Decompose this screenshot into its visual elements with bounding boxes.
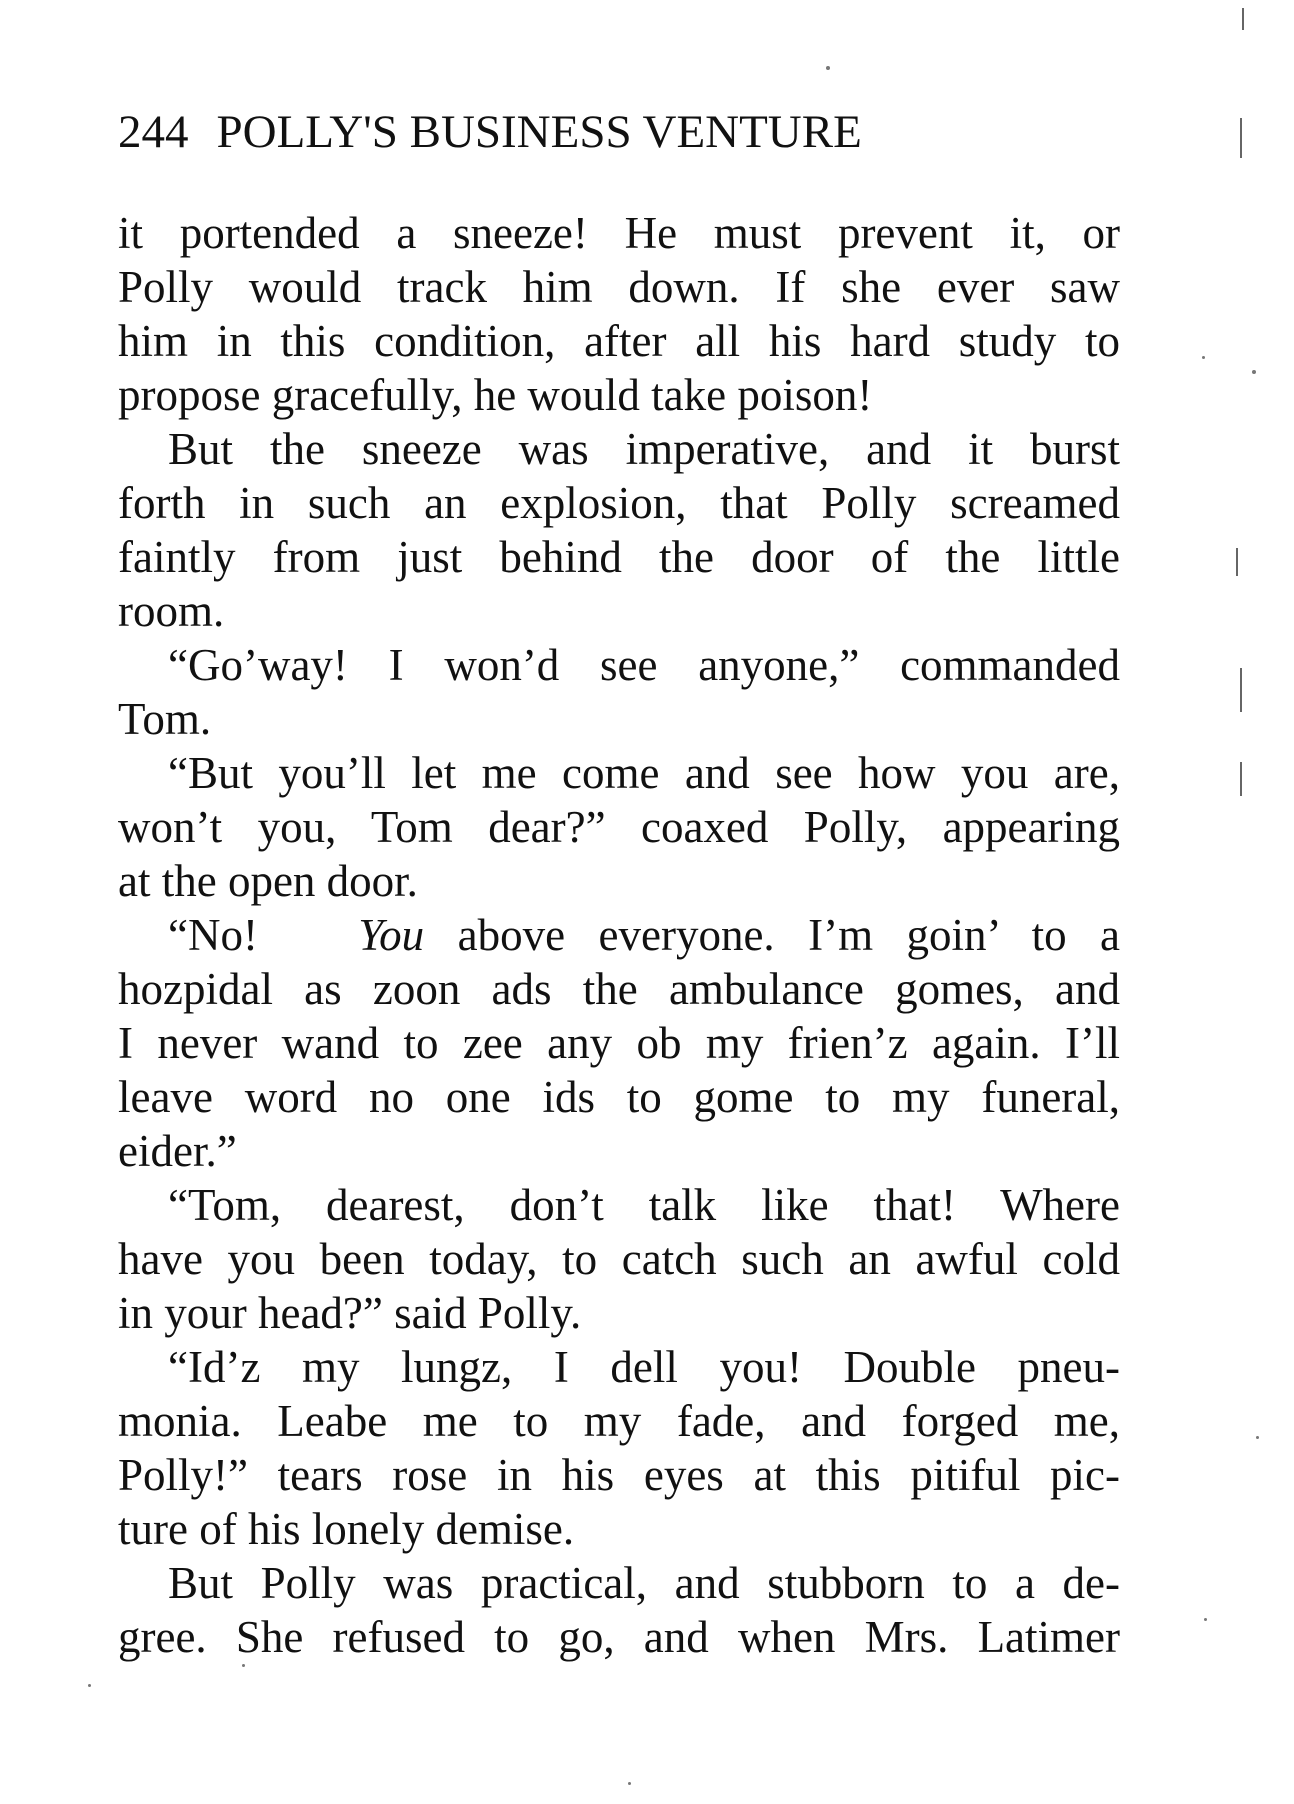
text-line: faintly from just behind the door of the little bbox=[118, 532, 1120, 582]
line-rest: above everyone. I’m goin’ to a bbox=[457, 910, 1121, 960]
italic-word: You bbox=[358, 910, 425, 960]
text-line: ture of his lonely demise. bbox=[118, 1504, 575, 1554]
running-title: POLLY'S BUSINESS VENTURE bbox=[216, 106, 862, 158]
text-line: have you been today, to catch such an awful cold bbox=[118, 1234, 1120, 1284]
text-line: at the open door. bbox=[118, 856, 418, 906]
text-line-with-italic bbox=[118, 908, 1120, 962]
text-line: But Polly was practical, and stubborn to a de- bbox=[168, 1558, 1120, 1608]
scan-speck bbox=[826, 66, 830, 70]
text-line: monia. Leabe me to my fade, and forged me, bbox=[118, 1396, 1120, 1446]
scan-speck bbox=[628, 1782, 631, 1785]
text-line: “But you’ll let me come and see how you are, bbox=[168, 748, 1120, 798]
text-line: I never wand to zee any ob my frien’z again. I’ll bbox=[118, 1018, 1120, 1068]
scan-speck bbox=[1252, 370, 1256, 374]
scan-artifact bbox=[1240, 668, 1242, 712]
scan-artifact bbox=[1242, 8, 1244, 30]
scan-speck bbox=[242, 1664, 245, 1667]
text-line: hozpidal as zoon ads the ambulance gomes, and bbox=[118, 964, 1120, 1014]
text-line: won’t you, Tom dear?” coaxed Polly, appearing bbox=[118, 802, 1120, 852]
text-line: Polly!” tears rose in his eyes at this pitiful pic- bbox=[118, 1450, 1120, 1500]
scan-speck bbox=[88, 1684, 91, 1687]
scan-artifact bbox=[1240, 118, 1242, 158]
text-line: “Tom, dearest, don’t talk like that! Where bbox=[168, 1180, 1120, 1230]
scan-speck bbox=[1256, 1436, 1259, 1439]
text-line: forth in such an explosion, that Polly screamed bbox=[118, 478, 1120, 528]
text-line: Polly would track him down. If she ever saw bbox=[118, 262, 1120, 312]
text-line: eider.” bbox=[118, 1126, 237, 1176]
scan-artifact bbox=[1236, 548, 1238, 576]
text-line: “Id’z my lungz, I dell you! Double pneu- bbox=[168, 1342, 1120, 1392]
text-line: room. bbox=[118, 586, 225, 636]
text-line: propose gracefully, he would take poison! bbox=[118, 370, 873, 420]
text-line: him in this condition, after all his hard study to bbox=[118, 316, 1120, 366]
scan-speck bbox=[1204, 1618, 1207, 1621]
text-line: in your head?” said Polly. bbox=[118, 1288, 582, 1338]
scan-artifact bbox=[1240, 762, 1242, 796]
text-line: leave word no one ids to gome to my funeral, bbox=[118, 1072, 1120, 1122]
page-header bbox=[118, 102, 1018, 162]
scan-speck bbox=[1202, 356, 1205, 359]
line-prefix: “No! bbox=[168, 910, 258, 960]
text-line: But the sneeze was imperative, and it burst bbox=[168, 424, 1120, 474]
body-text bbox=[118, 206, 1120, 1664]
text-line: it portended a sneeze! He must prevent it, or bbox=[118, 208, 1120, 258]
page-number: 244 bbox=[118, 106, 189, 158]
text-line: Tom. bbox=[118, 694, 212, 744]
text-line: gree. She refused to go, and when Mrs. Latimer bbox=[118, 1612, 1120, 1662]
text-line: “Go’way! I won’d see anyone,” commanded bbox=[168, 640, 1120, 690]
